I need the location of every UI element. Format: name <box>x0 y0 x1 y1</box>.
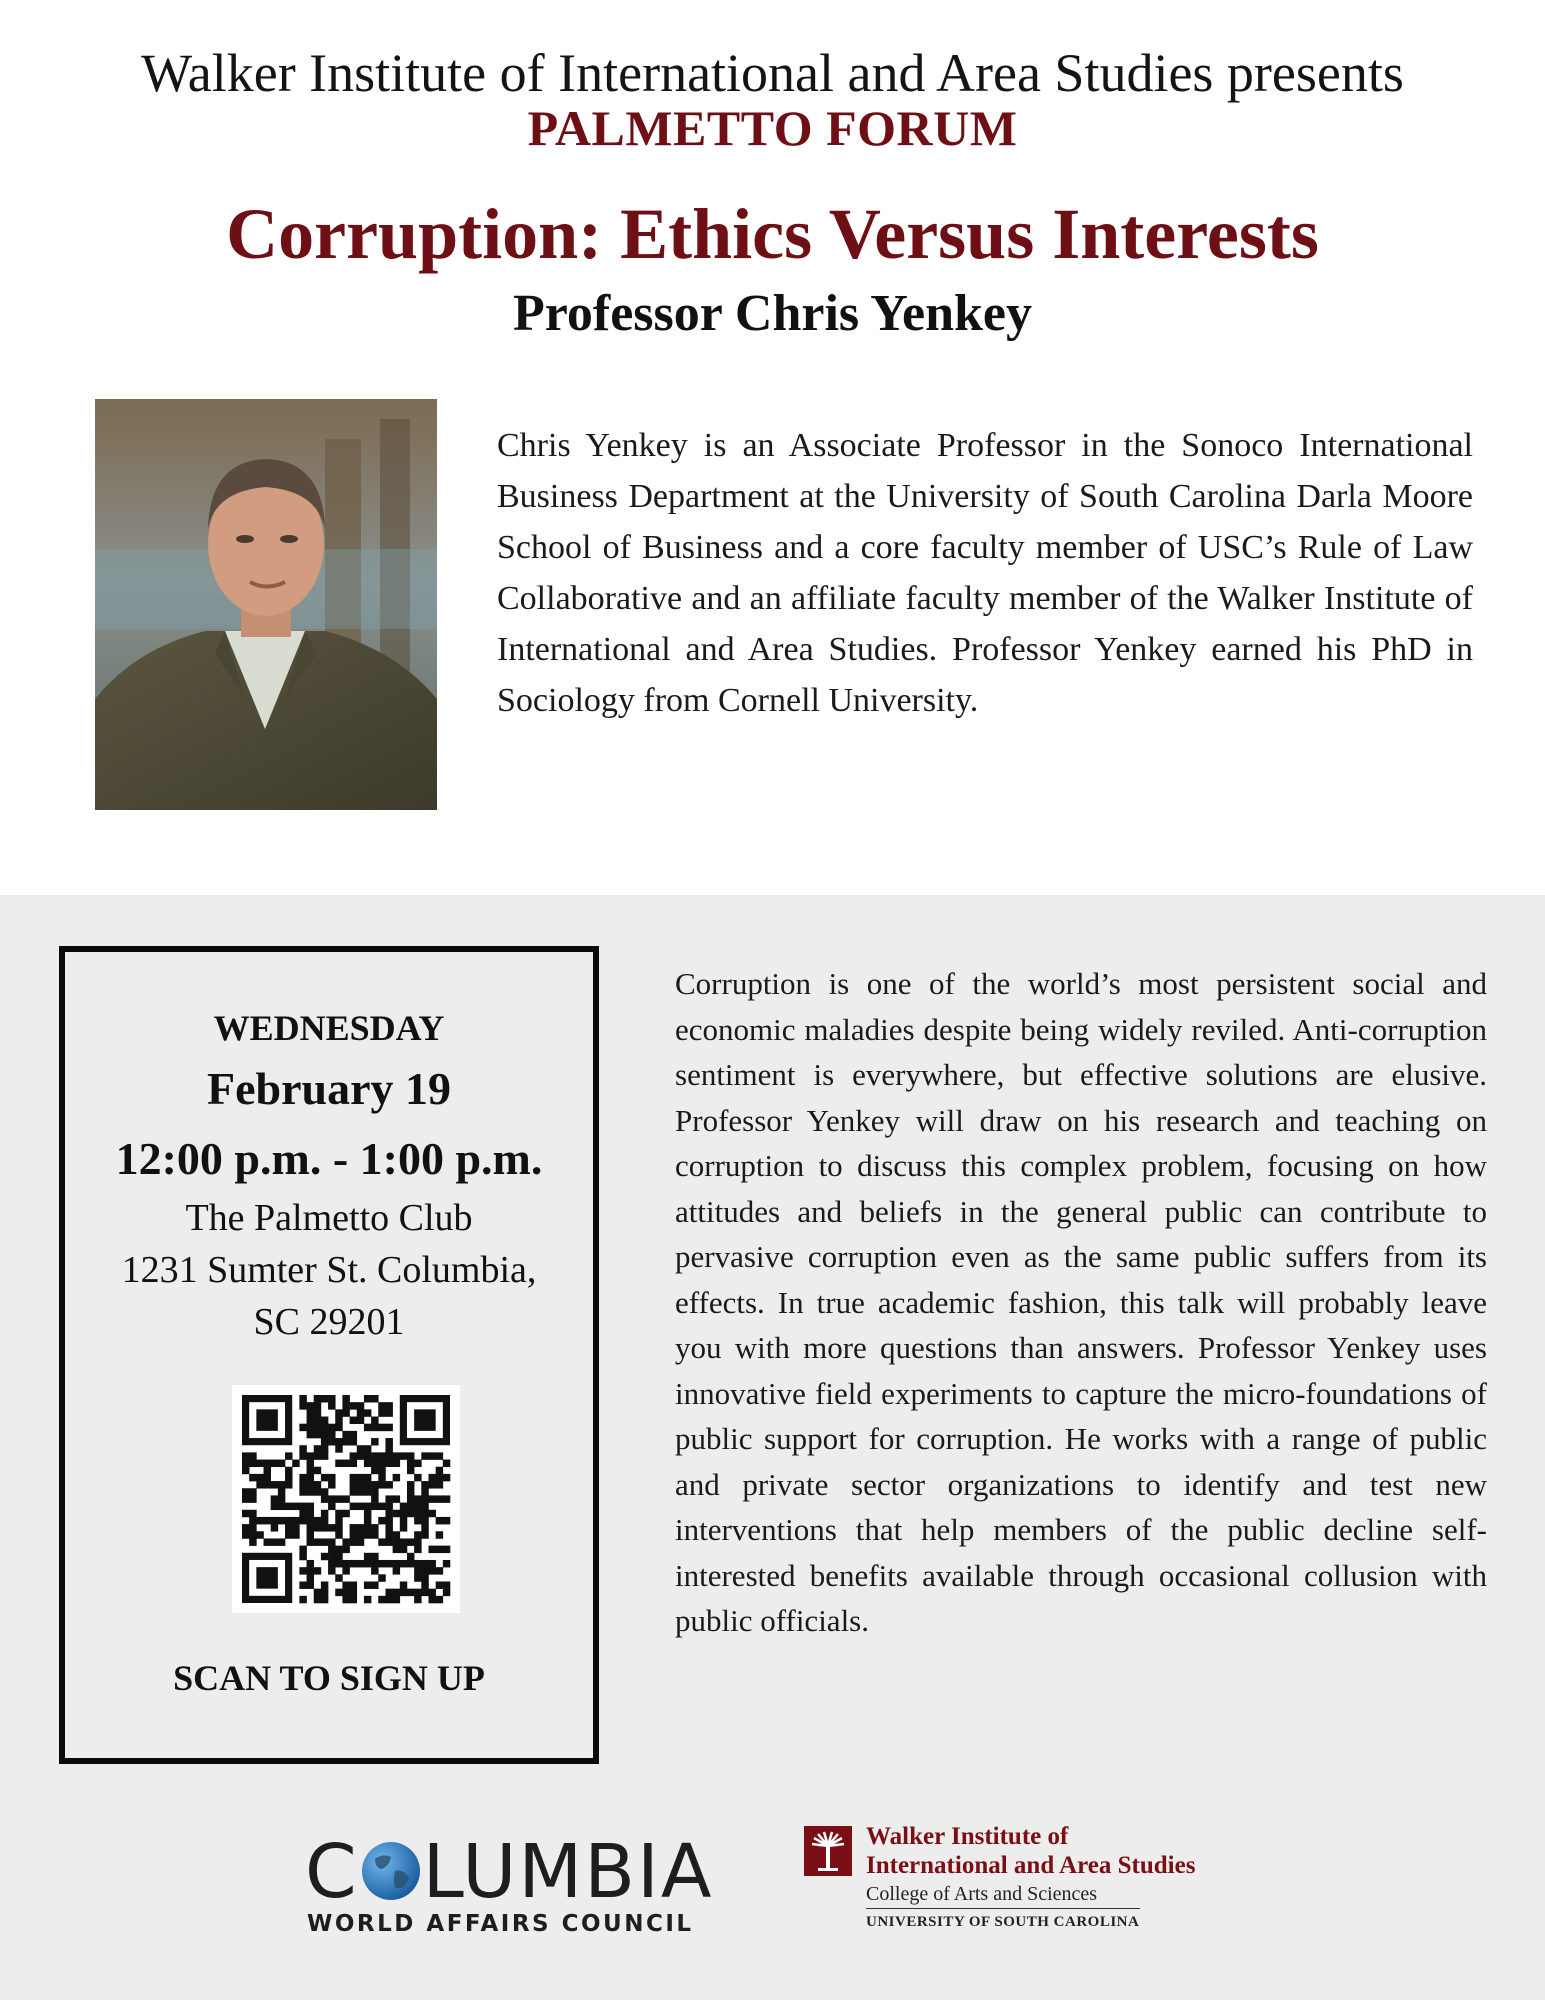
walker-logo-name-line1: Walker Institute of <box>866 1823 1069 1850</box>
talk-title: Corruption: Ethics Versus Interests <box>226 194 1319 274</box>
cwac-logo-letter-c: C <box>305 1829 359 1915</box>
event-address-line2: SC 29201 <box>253 1301 405 1343</box>
event-day: WEDNESDAY <box>213 1008 445 1048</box>
event-date: February 19 <box>206 1063 451 1114</box>
palmetto-tree-icon <box>804 1826 852 1876</box>
walker-logo-college: College of Arts and Sciences <box>866 1883 1098 1905</box>
globe-icon <box>361 1834 421 1894</box>
columbia-world-affairs-council-logo <box>305 1829 714 1937</box>
walker-logo-name-line2: International and Area Studies <box>866 1852 1196 1879</box>
cwac-logo-wordmark: LUMBIA <box>422 1829 714 1915</box>
cwac-logo-subtitle: WORLD AFFAIRS COUNCIL <box>307 1911 694 1937</box>
speaker-photo <box>95 399 437 810</box>
event-details-box <box>59 946 599 1764</box>
talk-description: Corruption is one of the world’s most persistent social and economic maladies despite being widely reviled. Anti-corruption sentiment is everywhere, but effective solutions are elusive. Professor Yenkey will draw on his research and teaching on corruption to discuss this complex problem, focusing on how attitudes and beliefs in the general public can contribute to pervasive corruption even as the same public suffers from its effects. In true academic fashion, this talk will probably leave you with more questions than answers. Professor Yenkey uses innovative field experiments to capture the micro-foundations of public support for corruption. He works with a range of public and private sector organizations to identify and test new interventions that help members of the public decline self-interested benefits available through occasional collusion with public officials. <box>675 966 1487 1638</box>
event-venue: The Palmetto Club <box>185 1197 473 1239</box>
series-title: PALMETTO FORUM <box>527 100 1018 156</box>
walker-institute-logo <box>804 1823 1224 1936</box>
event-time: 12:00 p.m. - 1:00 p.m. <box>115 1133 543 1184</box>
walker-logo-divider <box>866 1908 1140 1909</box>
speaker-name: Professor Chris Yenkey <box>512 285 1032 342</box>
walker-logo-university: UNIVERSITY OF SOUTH CAROLINA <box>866 1914 1140 1930</box>
event-address-line1: 1231 Sumter St. Columbia, <box>121 1249 537 1291</box>
signup-qr-code[interactable] <box>232 1385 460 1613</box>
signup-instruction: SCAN TO SIGN UP <box>173 1658 485 1698</box>
speaker-bio: Chris Yenkey is an Associate Professor in the Sonoco International Business Department at the University of South Carolina Darla Moore School of Business and a core faculty member of USC’s Rule of Law Collaborative and an affiliate faculty member of the Walker Institute of International and Area Studies. Professor Yenkey earned his PhD in Sociology from Cornell University. <box>497 427 1473 719</box>
presenter-line: Walker Institute of International and Area Studies presents <box>141 43 1404 103</box>
